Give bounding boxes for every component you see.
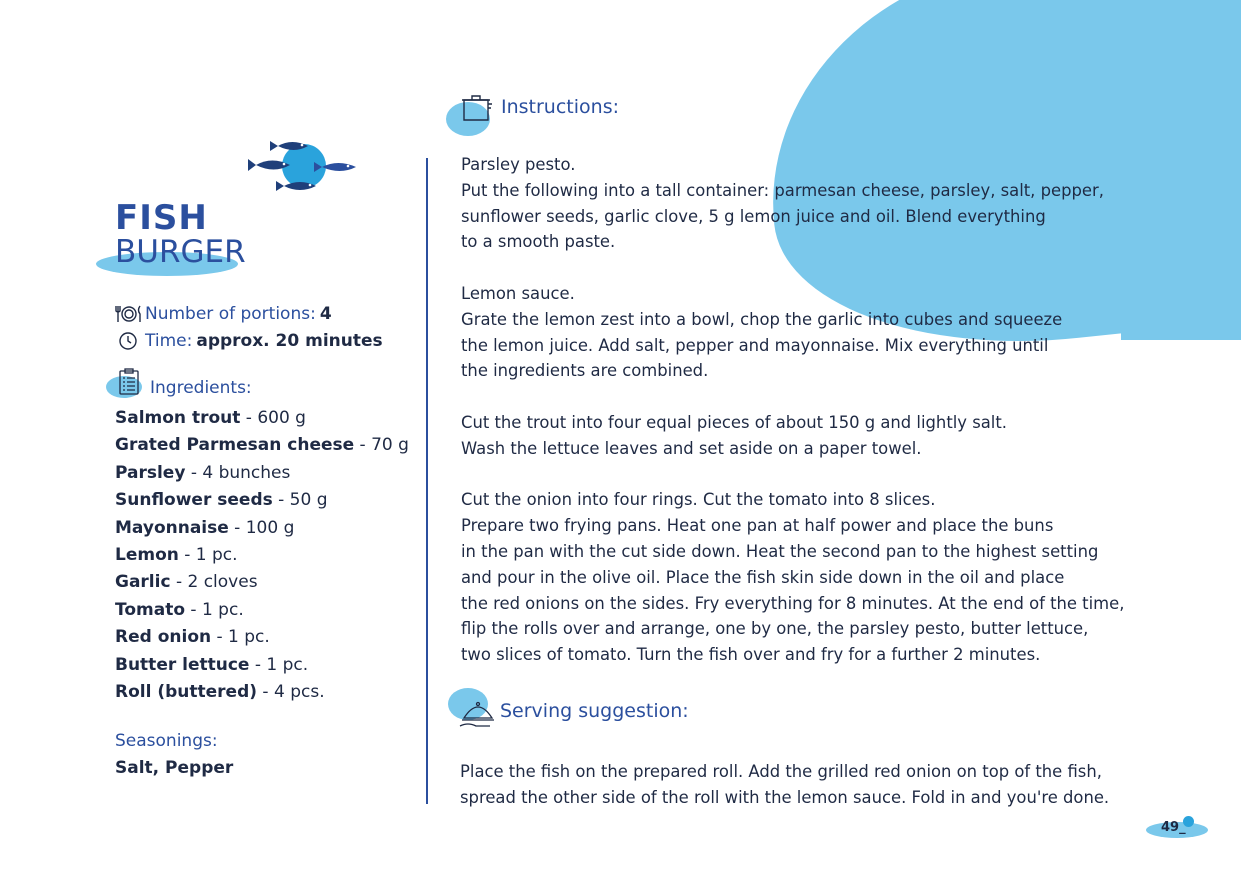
instruction-line: sunflower seeds, garlic clove, 5 g lemon juice and oil. Blend everything — [461, 206, 1046, 226]
ingredient-qty: - 100 g — [228, 517, 295, 538]
ingredient-qty: - 4 pcs. — [257, 681, 325, 702]
ingredients-list — [115, 405, 409, 706]
fish-logo-icon — [244, 136, 364, 198]
portions-value: 4 — [319, 303, 332, 324]
pot-icon — [460, 92, 494, 124]
time-row — [115, 327, 383, 354]
ingredient-qty: - 1 pc. — [185, 599, 244, 620]
portions-row — [115, 300, 383, 327]
instructions-label: Instructions: — [501, 96, 619, 118]
ingredient-name: Garlic — [115, 572, 171, 593]
list-item — [115, 515, 409, 542]
list-item — [115, 652, 409, 679]
list-item — [115, 460, 409, 487]
ingredient-name: Butter lettuce — [115, 654, 250, 675]
list-item — [115, 405, 409, 432]
ingredient-name: Lemon — [115, 544, 179, 565]
page-number: 49_ — [1161, 820, 1186, 835]
instruction-line: the lemon juice. Add salt, pepper and mayonnaise. Mix everything until — [461, 335, 1049, 355]
instruction-line: in the pan with the cut side down. Heat the second pan to the highest setting — [461, 541, 1099, 561]
list-item — [115, 624, 409, 651]
instructions-text — [461, 152, 1124, 668]
ingredient-name: Tomato — [115, 599, 186, 620]
list-item — [115, 542, 409, 569]
instruction-line: flip the rolls over and arrange, one by one, the parsley pesto, butter lettuce, — [461, 619, 1089, 639]
recipe-meta — [115, 300, 383, 354]
time-value: approx. 20 minutes — [196, 330, 383, 351]
instruction-line: Put the following into a tall container: parmesan cheese, parsley, salt, pepper, — [461, 180, 1104, 200]
ingredient-name: Roll (buttered) — [115, 681, 258, 702]
serving-text — [460, 759, 1109, 810]
title-line-1: FISH — [115, 198, 208, 238]
ingredient-name: Salmon trout — [115, 408, 241, 428]
plate-cutlery-icon — [115, 303, 145, 325]
portions-label: Number of portions: — [145, 303, 316, 324]
ingredient-name: Mayonnaise — [115, 517, 229, 538]
ingredient-qty: - 4 bunches — [185, 462, 291, 483]
time-label: Time: — [145, 330, 193, 351]
instruction-line: and pour in the olive oil. Place the fish skin side down in the oil and place — [461, 567, 1065, 587]
decorative-blob-top-edge — [1121, 0, 1241, 340]
ingredient-qty: - 1 pc. — [249, 654, 309, 675]
ingredient-qty: - 600 g — [240, 408, 306, 428]
serving-line: spread the other side of the roll with the lemon sauce. Fold in and you're done. — [460, 787, 1110, 807]
list-item — [115, 487, 409, 514]
ingredient-qty: - 1 pc. — [211, 627, 270, 648]
list-item — [115, 569, 409, 596]
list-item — [115, 432, 409, 459]
ingredient-qty: - 70 g — [354, 435, 409, 456]
ingredient-name: Grated Parmesan cheese — [115, 435, 355, 456]
list-item — [115, 597, 409, 624]
serving-line: Place the fish on the prepared roll. Add the grilled red onion on top of the fish, — [460, 762, 1102, 781]
list-item — [115, 679, 409, 706]
instruction-line: Prepare two frying pans. Heat one pan at half power and place the buns — [461, 516, 1054, 536]
instruction-line: Lemon sauce. — [461, 283, 575, 303]
instruction-line: two slices of tomato. Turn the fish over and fry for a further 2 minutes. — [461, 645, 1041, 665]
instruction-line: the ingredients are combined. — [461, 361, 709, 381]
serving-label: Serving suggestion: — [500, 700, 689, 722]
ingredients-heading — [106, 368, 252, 398]
ingredient-name: Sunflower seeds — [115, 490, 273, 511]
instruction-line: Grate the lemon zest into a bowl, chop the garlic into cubes and squeeze — [461, 309, 1063, 329]
title-line-2: BURGER — [115, 234, 246, 270]
ingredient-name: Red onion — [115, 627, 212, 648]
ingredients-label: Ingredients: — [150, 378, 252, 398]
instruction-line: Wash the lettuce leaves and set aside on a paper towel. — [461, 438, 922, 458]
seasonings-value: Salt, Pepper — [115, 758, 234, 778]
paragraph-gap — [461, 255, 1124, 281]
instruction-line: to a smooth paste. — [461, 232, 616, 252]
paragraph-gap — [461, 462, 1124, 488]
recipe-title — [115, 200, 246, 268]
ingredient-qty: - 50 g — [272, 490, 328, 511]
instruction-line: Parsley pesto. — [461, 155, 576, 174]
instruction-line: Cut the onion into four rings. Cut the tomato into 8 slices. — [461, 490, 936, 510]
ingredient-qty: - 2 cloves — [170, 572, 258, 593]
clock-icon — [115, 330, 145, 352]
column-divider — [426, 158, 428, 804]
instruction-line: Cut the trout into four equal pieces of about 150 g and lightly salt. — [461, 412, 1007, 432]
paragraph-gap — [461, 384, 1124, 410]
seasonings-label: Seasonings: — [115, 731, 218, 751]
instruction-line: the red onions on the sides. Fry everything for 8 minutes. At the end of the time, — [461, 593, 1125, 613]
ingredient-name: Parsley — [115, 462, 186, 483]
ingredient-qty: - 1 pc. — [178, 544, 238, 565]
clipboard-icon — [118, 368, 140, 396]
serving-cloche-icon — [458, 698, 498, 730]
